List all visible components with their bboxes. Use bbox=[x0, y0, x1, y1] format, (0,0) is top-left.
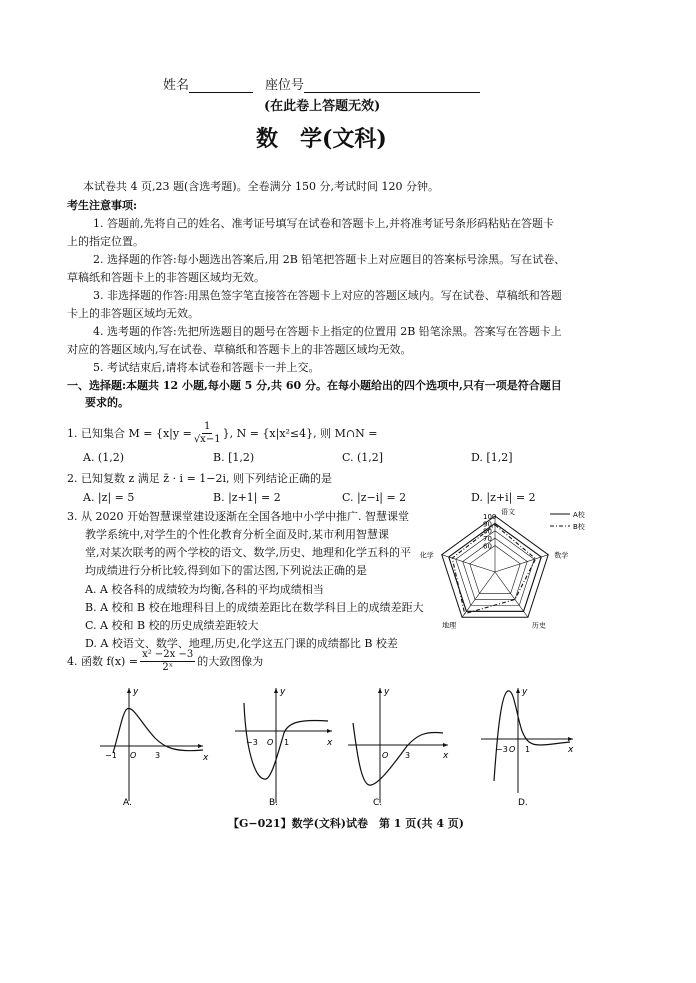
graph-d-curve bbox=[494, 691, 570, 781]
graph-b-x-arrow bbox=[327, 729, 332, 733]
graph-a-tick-neg1: −1 bbox=[105, 751, 117, 760]
q3-stem-line-2: 教学系统中,对学生的个性化教育分析全面及时,某市利用智慧课 bbox=[85, 528, 389, 541]
legend-b-label: B校 bbox=[573, 523, 585, 531]
radar-legend bbox=[550, 510, 586, 531]
notice-heading: 考生注意事项: bbox=[67, 199, 138, 212]
notice-3-line-1: 3. 非选择题的作答:用黑色签字笔直接答在答题卡上对应的答题区域内。写在试卷、草稿纸和答题 bbox=[93, 289, 562, 302]
radar-tick-90: 90 bbox=[483, 520, 492, 529]
q2-option-c: C. |z−i| = 2 bbox=[342, 491, 407, 504]
page-title: 数 学(文科) bbox=[256, 126, 387, 152]
graph-c bbox=[345, 683, 455, 808]
graph-b-tick-1: 1 bbox=[284, 738, 290, 747]
q1-stem-pre: 1. 已知集合 M = {x|y = bbox=[67, 427, 192, 440]
radar-tick-70: 70 bbox=[483, 535, 492, 544]
graph-c-tick-3: 3 bbox=[405, 751, 411, 760]
q3-option-b: B. A 校和 B 校在地理科目上的成绩差距比在数学科目上的成绩差距大 bbox=[85, 601, 424, 614]
graph-b-x-label: x bbox=[327, 738, 333, 748]
notice-4-line-2: 对应的答题区域内,写在试卷、草稿纸和答题卡上的非答题区域均无效。 bbox=[67, 343, 412, 356]
q3-option-c: C. A 校和 B 校的历史成绩差距较大 bbox=[85, 619, 259, 632]
section1-heading: 一、选择题:本题共 12 小题,每小题 5 分,共 60 分。在每小题给出的四个选项中,只有一项是符合题目 bbox=[67, 379, 562, 392]
graph-c-origin: O bbox=[382, 751, 389, 760]
notice-5-line-1: 5. 考试结束后,请将本试卷和答题卡一并上交。 bbox=[93, 361, 320, 374]
radar-tick-80: 80 bbox=[483, 527, 492, 536]
notice-1-line-2: 上的指定位置。 bbox=[67, 235, 144, 248]
notice-3-line-2: 卡上的非答题区域均无效。 bbox=[67, 307, 199, 320]
graph-d-tick-neg3: −3 bbox=[496, 745, 508, 754]
name-label: 姓名 bbox=[163, 78, 190, 93]
seat-blank bbox=[304, 80, 480, 93]
seat-label: 座位号 bbox=[265, 78, 305, 93]
question-2: 2. 已知复数 z 满足 z̄ · i = 1−2i, 则下列结论正确的是 bbox=[67, 472, 333, 485]
q2-option-d: D. |z+i| = 2 bbox=[471, 491, 536, 504]
q3-stem-line-4: 均成绩进行分析比较,得到如下的雷达图,下列说法正确的是 bbox=[85, 564, 367, 577]
graph-d bbox=[478, 683, 578, 808]
graph-b-y-arrow bbox=[274, 688, 278, 693]
radar-axis-label-4: 化学 bbox=[419, 551, 434, 560]
q1-frac-den: √x−1 bbox=[193, 434, 221, 445]
q1-stem-post: }, N = {x|x²≤4}, 则 M∩N = bbox=[222, 427, 378, 440]
q3-stem-line-3: 堂,对某次联考的两个学校的语文、数学,历史、地理和化学五科的平 bbox=[85, 546, 411, 559]
radar-chart bbox=[419, 500, 612, 650]
q1-fraction bbox=[194, 421, 221, 446]
graph-d-y-label: y bbox=[522, 687, 528, 697]
graph-d-origin: O bbox=[509, 745, 516, 754]
graph-b bbox=[232, 683, 337, 808]
invalid-note: (在此卷上答题无效) bbox=[264, 99, 381, 114]
q1-option-a: A. (1,2) bbox=[83, 451, 125, 464]
section1-heading-cont: 要求的。 bbox=[85, 396, 129, 409]
q1-frac-num: 1 bbox=[204, 421, 211, 432]
notice-2-line-2: 草稿纸和答题卡上的非答题区域均无效。 bbox=[67, 271, 265, 284]
q4-stem-pre: 4. 函数 f(x) = bbox=[67, 655, 139, 668]
graph-c-x-label: x bbox=[443, 751, 449, 761]
radar-axis-label-1: 数学 bbox=[554, 551, 569, 560]
graph-d-y-arrow bbox=[516, 688, 520, 693]
graph-a-y-arrow bbox=[127, 688, 131, 693]
graph-b-tick-neg3: −3 bbox=[246, 738, 258, 747]
graph-d-x-arrow bbox=[568, 737, 573, 741]
graph-d-tick-1: 1 bbox=[525, 745, 531, 754]
name-blank bbox=[189, 80, 253, 93]
graph-b-y-label: y bbox=[280, 687, 286, 697]
graph-a-y-label: y bbox=[133, 687, 139, 697]
q2-option-b: B. |z+1| = 2 bbox=[213, 491, 281, 504]
radar-axis-label-0: 语文 bbox=[501, 508, 515, 516]
graph-a-x-arrow bbox=[198, 744, 203, 748]
q4-stem-post: 的大致图像为 bbox=[197, 655, 264, 668]
radar-axis-label-2: 历史 bbox=[531, 621, 546, 630]
q1-option-d: D. [1,2] bbox=[471, 451, 513, 464]
graph-c-x-arrow bbox=[443, 743, 448, 747]
q4-frac-den: 2ˣ bbox=[162, 662, 173, 673]
graph-a-x-label: x bbox=[203, 753, 209, 763]
name-field bbox=[163, 78, 253, 93]
graph-a bbox=[95, 683, 210, 808]
q3-option-a: A. A 校各科的成绩较为均衡,各科的平均成绩相当 bbox=[85, 583, 324, 596]
radar-tick-60: 60 bbox=[483, 542, 492, 551]
intro-text: 本试卷共 4 页,23 题(含选考题)。全卷满分 150 分,考试时间 120 分钟。 bbox=[83, 180, 440, 193]
page-footer: 【G−021】数学(文科)试卷 第 1 页(共 4 页) bbox=[228, 817, 465, 830]
graph-d-label: D. bbox=[518, 798, 528, 808]
q4-frac-num: x² −2x −3 bbox=[142, 649, 194, 660]
radar-axis-label-3: 地理 bbox=[442, 621, 457, 630]
notice-2-line-1: 2. 选择题的作答:每小题选出答案后,用 2B 铅笔把答题卡上对应题目的答案标号涂黑。写在试卷、 bbox=[93, 253, 566, 266]
q2-option-a: A. |z| = 5 bbox=[83, 491, 135, 504]
q4-fraction bbox=[140, 649, 195, 674]
graph-c-curve bbox=[353, 723, 443, 785]
seat-field bbox=[265, 78, 480, 93]
q1-option-b: B. [1,2) bbox=[213, 451, 255, 464]
graph-a-tick-3: 3 bbox=[155, 751, 161, 760]
graph-b-origin: O bbox=[267, 738, 274, 747]
graph-a-origin: O bbox=[130, 751, 137, 760]
question-4 bbox=[67, 649, 263, 674]
graph-c-y-arrow bbox=[378, 688, 382, 693]
graph-a-label: A. bbox=[123, 798, 132, 808]
graph-d-x-label: x bbox=[568, 745, 574, 755]
notice-1-line-1: 1. 答题前,先将自己的姓名、准考证号填写在试卷和答题卡上,并将准考证号条形码粘贴在答题卡 bbox=[93, 217, 554, 230]
graph-b-label: B. bbox=[269, 798, 279, 808]
question-1 bbox=[67, 421, 377, 446]
graph-c-label: C. bbox=[373, 798, 383, 808]
legend-a-label: A校 bbox=[573, 511, 585, 519]
notice-4-line-1: 4. 选考题的作答:先把所选题目的题号在答题卡上指定的位置用 2B 铅笔涂黑。答案写在答题卡上 bbox=[93, 325, 562, 338]
q1-option-c: C. (1,2] bbox=[342, 451, 384, 464]
q3-option-d: D. A 校语文、数学、地理,历史,化学这五门课的成绩都比 B 校差 bbox=[85, 637, 398, 650]
radar-tick-100: 100 bbox=[483, 513, 497, 521]
q3-stem-line-1: 3. 从 2020 开始智慧课堂建设逐渐在全国各地中小学中推广. 智慧课堂 bbox=[67, 510, 409, 523]
graph-c-y-label: y bbox=[384, 687, 390, 697]
